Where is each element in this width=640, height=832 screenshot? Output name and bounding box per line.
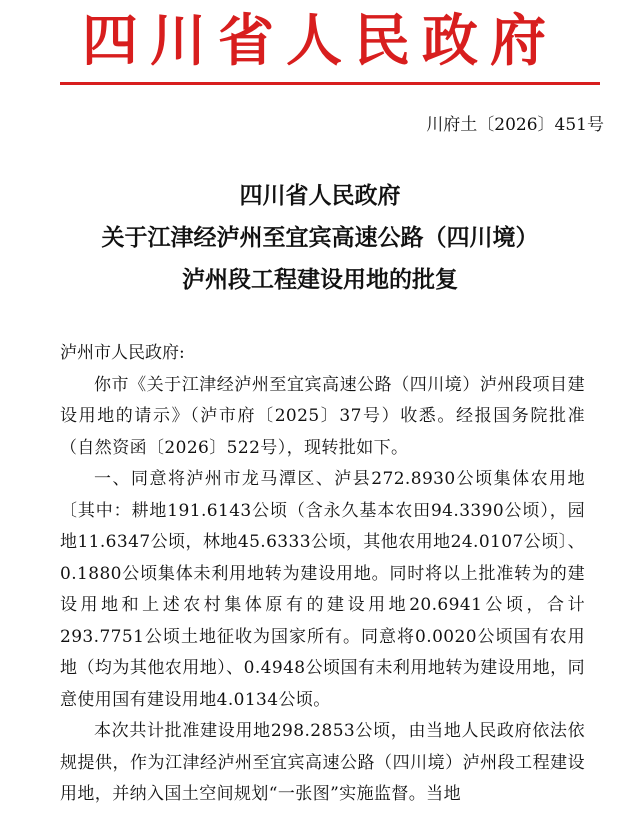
document-title: [0, 175, 640, 301]
salutation: 泸州市人民政府:: [60, 343, 185, 363]
document-number: 川府土〔2026〕451号: [426, 115, 604, 135]
letterhead: [0, 0, 640, 92]
issuer-name: 四川省人民政府: [82, 8, 558, 74]
red-divider-line: [60, 82, 600, 85]
title-line-1: 四川省人民政府: [239, 183, 401, 209]
title-line-3: 泸州段工程建设用地的批复: [182, 267, 458, 293]
document-body: [60, 338, 585, 811]
paragraph-receipt: 你市《关于江津经泸州至宜宾高速公路（四川境）泸州段项目建设用地的请示》（泸市府〔2025〕37号）收悉。经报国务院批准（自然资函〔2026〕522号），现转批如下。: [60, 374, 585, 458]
title-line-2: 关于江津经泸州至宜宾高速公路（四川境）: [101, 225, 539, 251]
paragraph-total-land: 本次共计批准建设用地298.2853公顷，由当地人民政府依法依规提供，作为江津经泸州至宜宾高速公路（四川境）泸州段工程建设用地，并纳入国土空间规划“一张图”实施监督。当地: [60, 721, 585, 804]
paragraph-approval-1: 一、同意将泸州市龙马潭区、泸县272.8930公顷集体农用地〔其中：耕地191.6143公顷（含永久基本农田94.3390公顷），园地11.6347公顷，林地45.6333公顷，其他农用地24.0107公顷〕、0.1880公顷集体未利用地转为建设用地。同时将以上批准转为的建设用地和上述农村集体原有的建设用地20.6941公顷，合计293.7751公顷土地征收为国家所有。同意将0.0020公顷国有农用地（均为其他农用地）、0.4948公顷国有未利用地转为建设用地，同意使用国有建设用地4.0134公顷。: [60, 469, 585, 710]
